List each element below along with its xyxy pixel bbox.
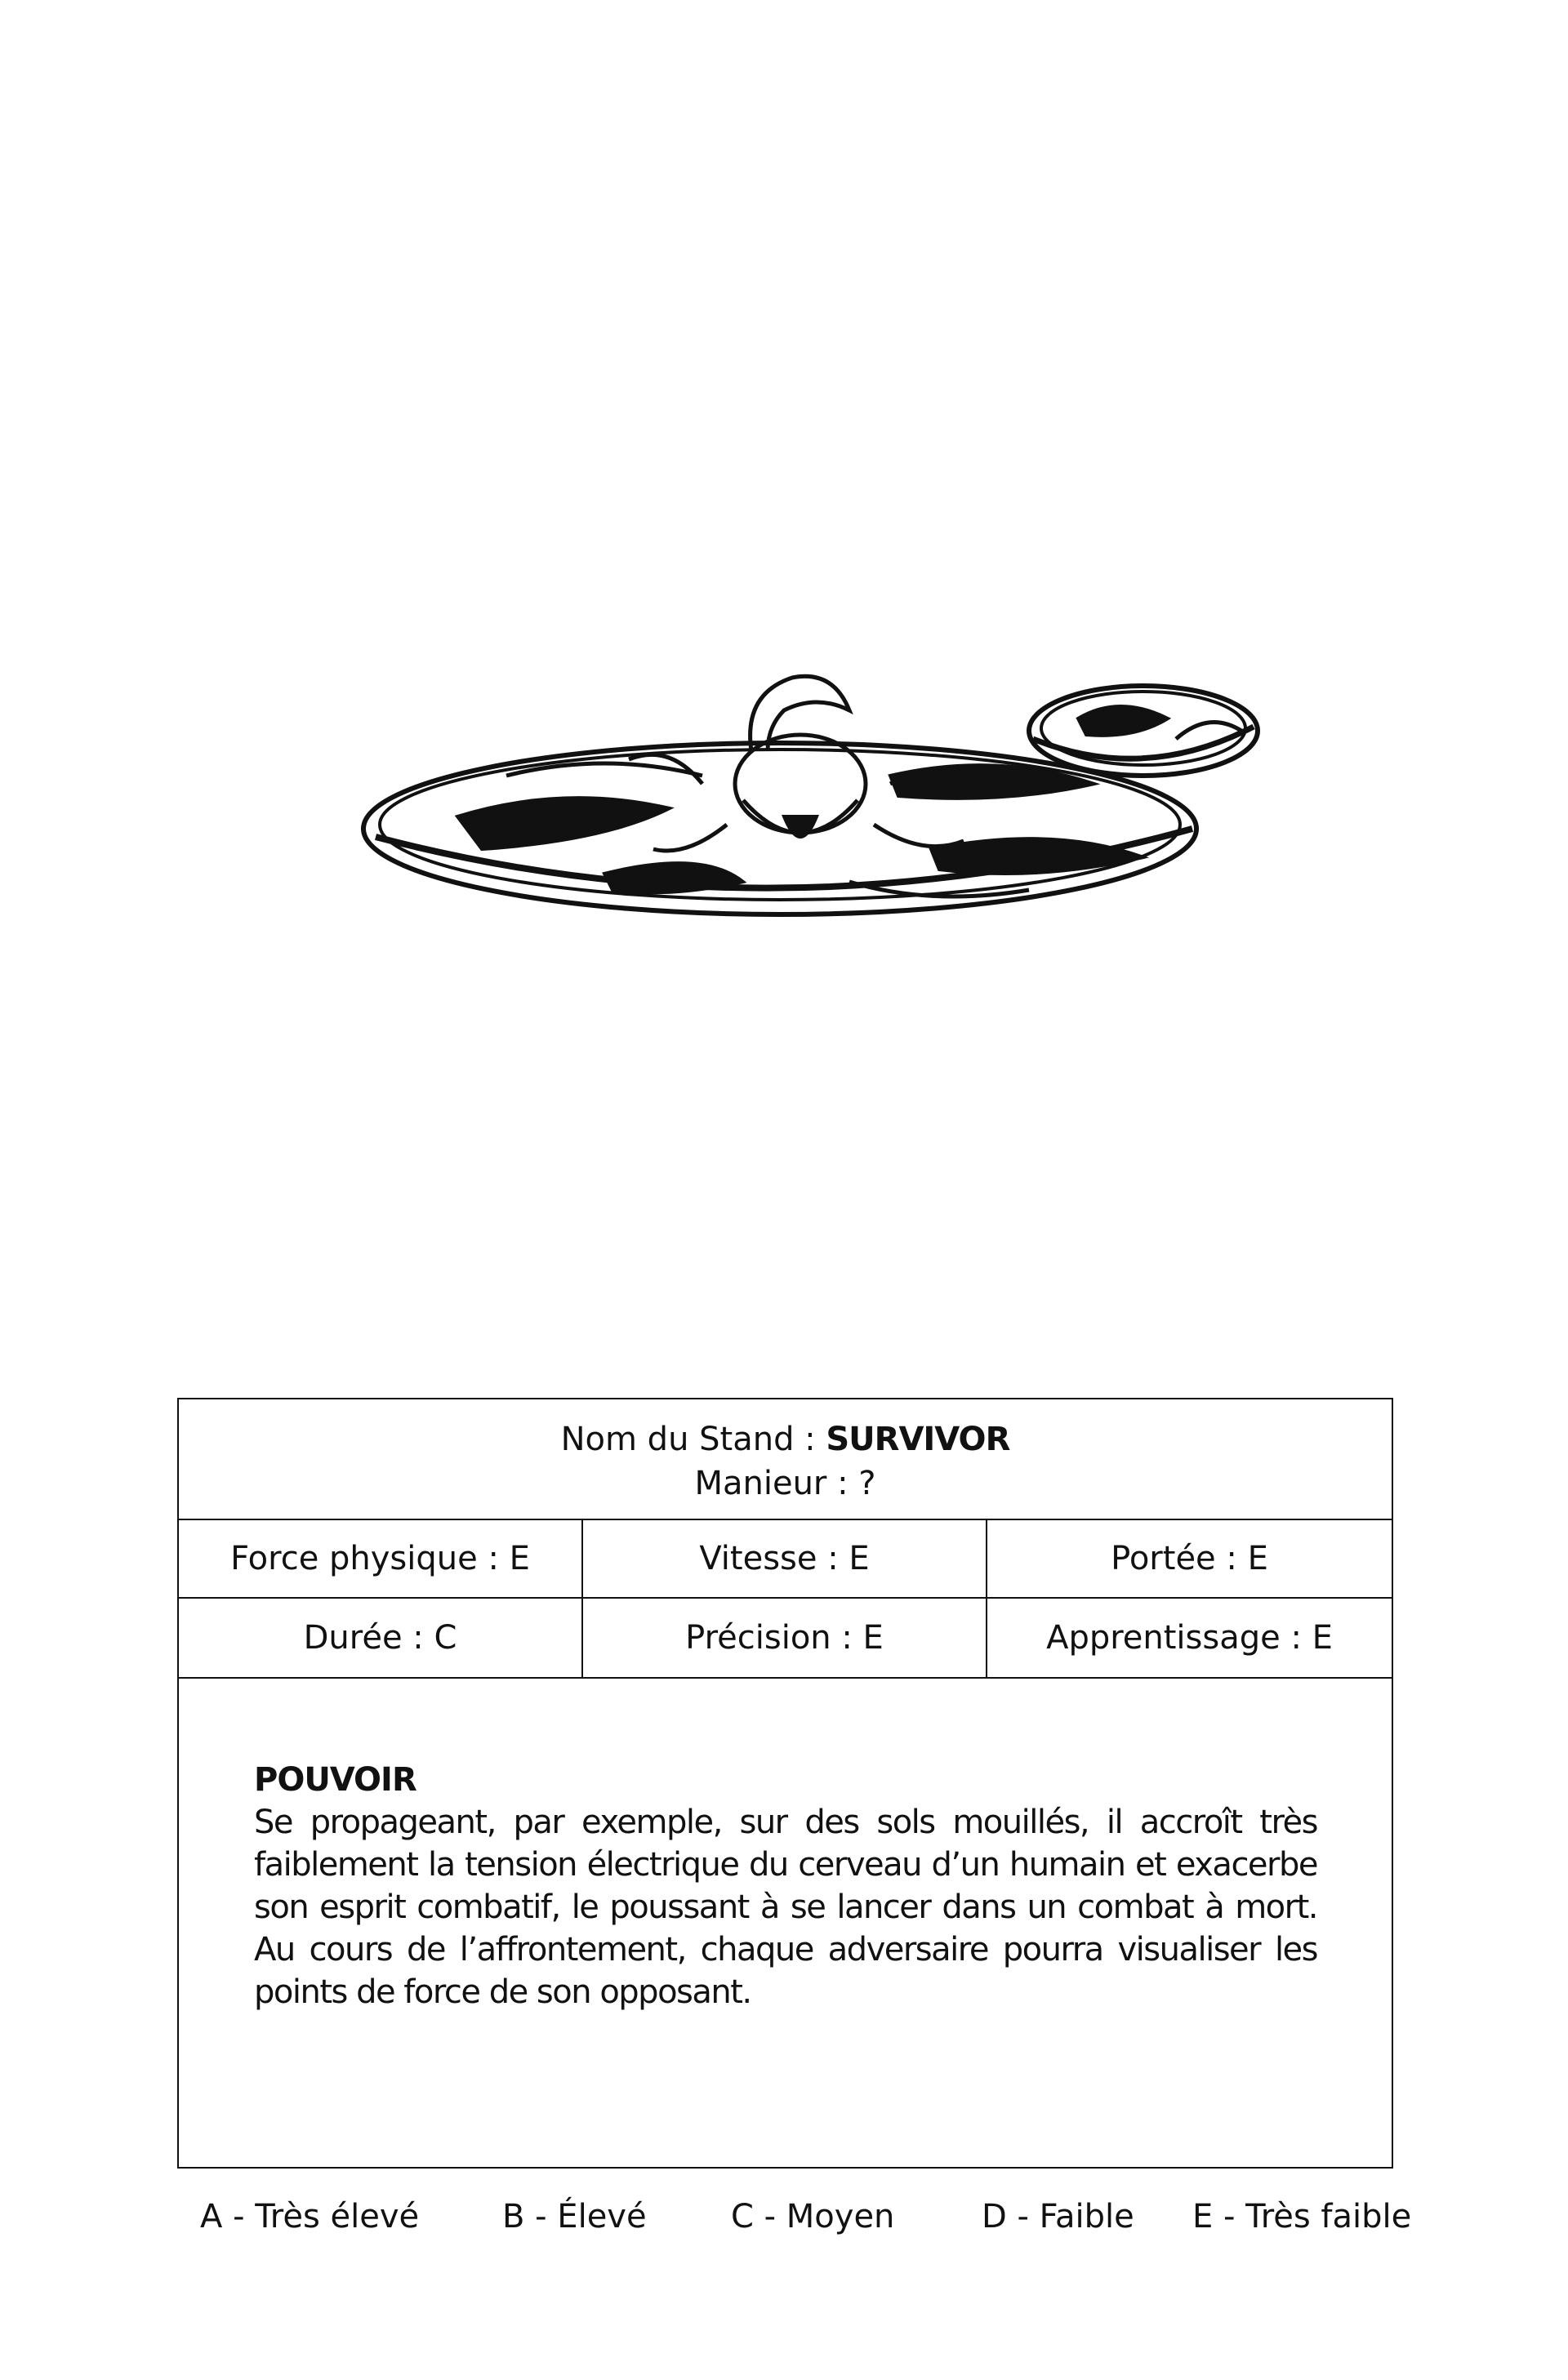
stat-range: Portée : E xyxy=(987,1520,1392,1599)
stand-user-line: Manieur : ? xyxy=(694,1465,876,1502)
card-header xyxy=(179,1399,1392,1520)
stand-name-value: SURVIVOR xyxy=(826,1421,1010,1458)
stats-grid xyxy=(179,1520,1392,1679)
legend-item-b: B - Élevé xyxy=(502,2198,647,2235)
legend-item-a: A - Très élevé xyxy=(200,2198,420,2235)
legend-item-e: E - Très faible xyxy=(1192,2198,1412,2235)
power-description: Se propageant, par exemple, sur des sols mouillés, il accroît très faiblement la tension électrique du cerveau d’un humain et exacerbe son esprit combatif, le poussant à se lancer dans un combat à mort. Au cours de l’affrontement, chaque adversaire pourra visualiser les points de force de son opposant. xyxy=(254,1804,1317,2011)
stat-durability: Durée : C xyxy=(179,1599,583,1677)
stand-name-label: Nom du Stand : xyxy=(560,1421,826,1458)
stat-strength: Force physique : E xyxy=(179,1520,583,1599)
stat-learning: Apprentissage : E xyxy=(1046,1619,1333,1657)
rating-legend xyxy=(200,2198,1412,2247)
stat-precision: Précision : E xyxy=(583,1599,987,1677)
legend-item-c: C - Moyen xyxy=(731,2198,895,2235)
power-title: POUVOIR xyxy=(254,1761,416,1799)
legend-item-d: D - Faible xyxy=(982,2198,1134,2235)
stand-illustration xyxy=(359,661,1266,931)
stand-stat-card xyxy=(177,1398,1393,2169)
stand-name-line xyxy=(179,1417,1392,1461)
stat-speed: Vitesse : E xyxy=(583,1520,987,1599)
power-section xyxy=(254,1759,1317,2013)
